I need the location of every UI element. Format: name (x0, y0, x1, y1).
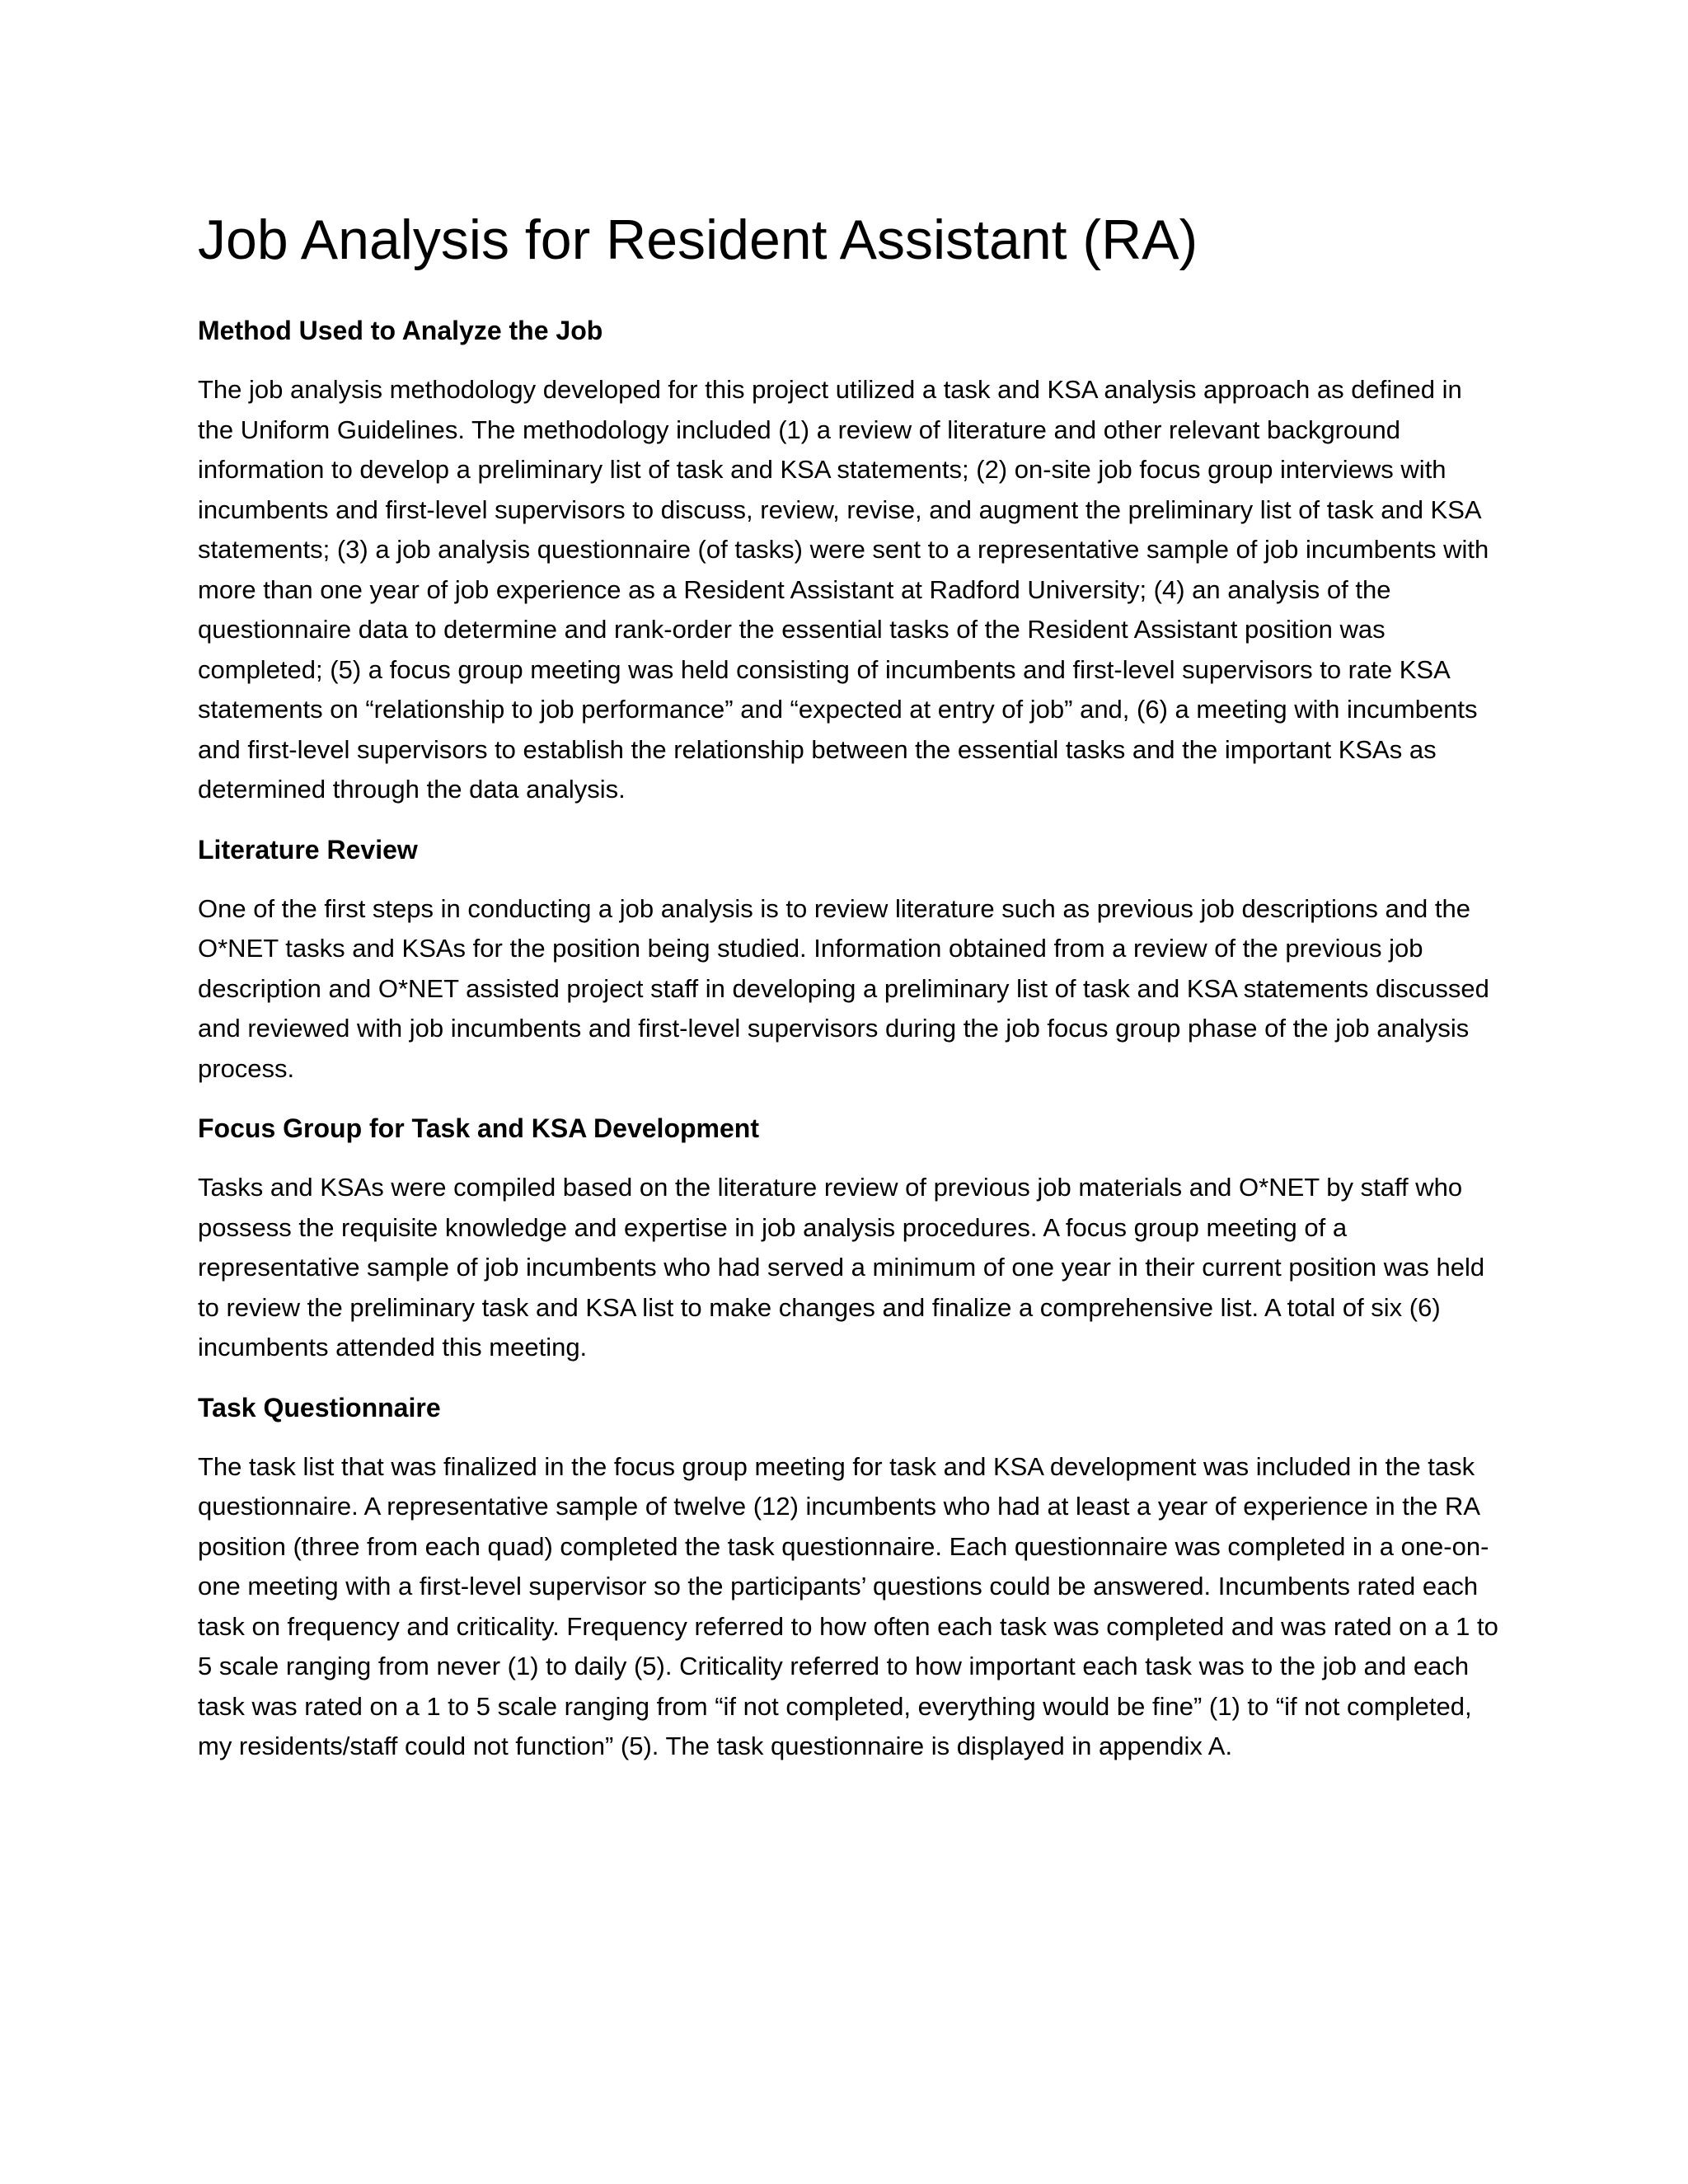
section-heading-task-questionnaire: Task Questionnaire (198, 1392, 441, 1422)
section-body-literature-review: One of the first steps in conducting a job analysis is to review literature such as previous job descriptions and the O*NET tasks and KSAs for the position being studied. Information obtained from a review of the previous job description and O*NET assisted project staff in developing a preliminary list of task and KSA statements discussed and reviewed with job incumbents and first-level supervisors during the job focus group phase of the job analysis process. (198, 893, 1489, 1083)
section-method (198, 311, 1500, 810)
section-heading-focus-group: Focus Group for Task and KSA Development (198, 1113, 759, 1143)
section-heading-literature-review: Literature Review (198, 834, 418, 865)
section-body-task-questionnaire: The task list that was finalized in the focus group meeting for task and KSA development was included in the task questionnaire. A representative sample of twelve (12) incumbents who had at least a year of experience in the RA position (three from each quad) completed the task questionnaire. Each questionnaire was completed in a one-on-one meeting with a first-level supervisor so the participants’ questions could be answered. Incumbents rated each task on frequency and criticality. Frequency referred to how often each task was completed and was rated on a 1 to 5 scale ranging from never (1) to daily (5). Criticality referred to how important each task was to the job and each task was rated on a 1 to 5 scale ranging from “if not completed, everything would be fine” (1) to “if not completed, my residents/staff could not function” (5). The task questionnaire is displayed in appendix A. (198, 1451, 1498, 1760)
document-page (198, 206, 1500, 1787)
section-body-method: The job analysis methodology developed for this project utilized a task and KSA analysis approach as defined in the Uniform Guidelines. The methodology included (1) a review of literature and other relevant background information to develop a preliminary list of task and KSA statements; (2) on-site job focus group interviews with incumbents and first-level supervisors to discuss, review, revise, and augment the preliminary list of task and KSA statements; (3) a job analysis questionnaire (of tasks) were sent to a representative sample of job incumbents with more than one year of job experience as a Resident Assistant at Radford University; (4) an analysis of the questionnaire data to determine and rank-order the essential tasks of the Resident Assistant position was completed; (5) a focus group meeting was held consisting of incumbents and first-level supervisors to rate KSA statements on “relationship to job performance” and “expected at entry of job” and, (6) a meeting with incumbents and first-level supervisors to establish the relationship between the essential tasks and the important KSAs as determined through the data analysis. (198, 375, 1489, 804)
section-literature-review (198, 830, 1500, 1090)
section-task-questionnaire (198, 1388, 1500, 1767)
section-heading-method: Method Used to Analyze the Job (198, 316, 603, 345)
section-focus-group (198, 1108, 1500, 1368)
section-body-focus-group: Tasks and KSAs were compiled based on the literature review of previous job materials and O*NET by staff who possess the requisite knowledge and expertise in job analysis procedures. A focus group meeting of a representative sample of job incumbents who had served a minimum of one year in their current position was held to review the preliminary task and KSA list to make changes and finalize a comprehensive list. A total of six (6) incumbents attended this meeting. (198, 1173, 1485, 1361)
document-title: Job Analysis for Resident Assistant (RA) (198, 209, 1198, 271)
